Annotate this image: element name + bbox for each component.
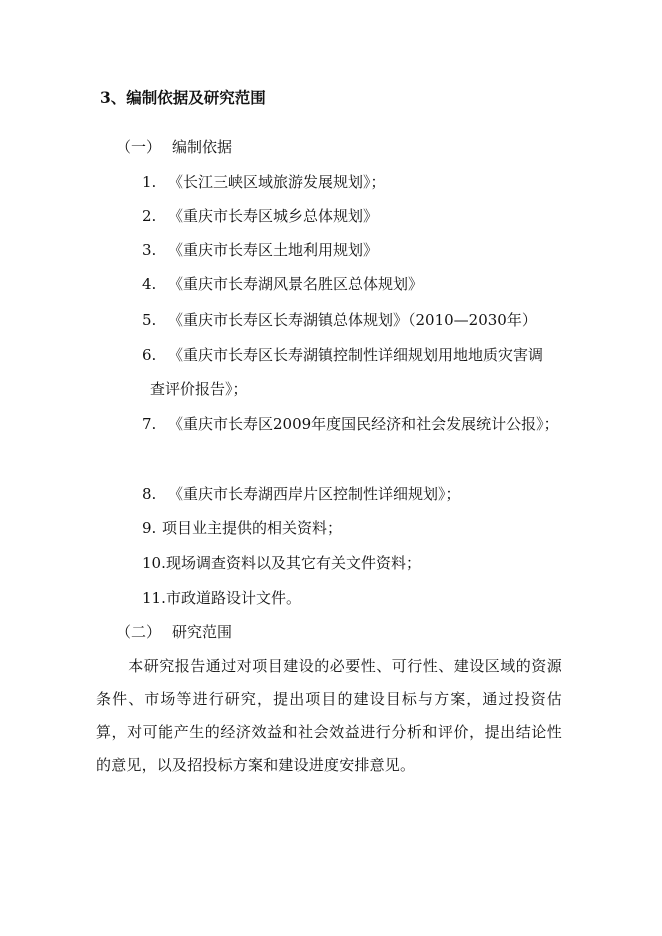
paragraph-text: 本研究报告通过对项目建设的必要性、可行性、建设区域的资源条件、市场等进行研究，提出项目的建设目标与方案，通过投资估算，对可能产生的经济效益和社会效益进行分析和评价，提出结论性的意见，以及招投标方案和建设进度安排意见。 <box>96 657 562 774</box>
list-item-text: 《重庆市长寿区长寿湖镇总体规划》（2010—2030年） <box>168 311 537 329</box>
list-item-number: 6. <box>142 346 157 364</box>
list-item-9 <box>142 518 342 538</box>
list-item-6-continuation: 查评价报告》； <box>150 380 248 398</box>
list-item-number: 3. <box>142 241 157 259</box>
subsection-2-label: （二） <box>116 623 162 641</box>
list-item-text: 《重庆市长寿湖西岸片区控制性详细规划》； <box>168 485 461 503</box>
section-heading: 3、编制依据及研究范围 <box>100 88 266 107</box>
list-item-3 <box>142 240 378 260</box>
list-item-number: 11. <box>142 589 166 607</box>
list-item-text: 项目业主提供的相关资料； <box>162 519 343 537</box>
list-item-7 <box>142 414 559 434</box>
list-item-text: 现场调查资料以及其它有关文件资料； <box>166 554 422 572</box>
list-item-text: 《重庆市长寿区城乡总体规划》 <box>168 207 379 225</box>
subsection-1-title: 编制依据 <box>172 138 233 156</box>
list-item-number: 2. <box>142 207 157 225</box>
list-item-text: 《重庆市长寿区土地利用规划》 <box>168 241 379 259</box>
list-item-number: 1. <box>142 173 157 191</box>
list-item-text: 市政道路设计文件。 <box>166 589 302 607</box>
list-item-number: 5. <box>142 311 157 329</box>
list-item-number: 8. <box>142 485 157 503</box>
list-item-number: 4. <box>142 275 157 293</box>
list-item-11 <box>142 588 301 608</box>
list-item-number: 10. <box>142 554 166 572</box>
list-item-text: 《重庆市长寿区长寿湖镇控制性详细规划用地地质灾害调 <box>168 346 544 364</box>
list-item-5 <box>142 310 537 330</box>
list-item-text: 《长江三峡区域旅游发展规划》； <box>168 173 386 191</box>
list-item-2 <box>142 206 378 226</box>
subsection-1-label: （一） <box>116 138 162 156</box>
list-item-6 <box>142 345 543 365</box>
list-item-number: 9. <box>142 519 157 537</box>
list-item-text: 《重庆市长寿湖风景名胜区总体规划》 <box>168 275 424 293</box>
list-item-8 <box>142 484 461 504</box>
list-item-text: 《重庆市长寿区2009年度国民经济和社会发展统计公报》； <box>168 415 559 433</box>
list-item-1 <box>142 172 386 192</box>
subsection-2-title: 研究范围 <box>172 623 233 641</box>
research-scope-paragraph <box>96 650 562 782</box>
list-item-number: 7. <box>142 415 157 433</box>
list-item-4 <box>142 274 423 294</box>
list-item-10 <box>142 553 421 573</box>
